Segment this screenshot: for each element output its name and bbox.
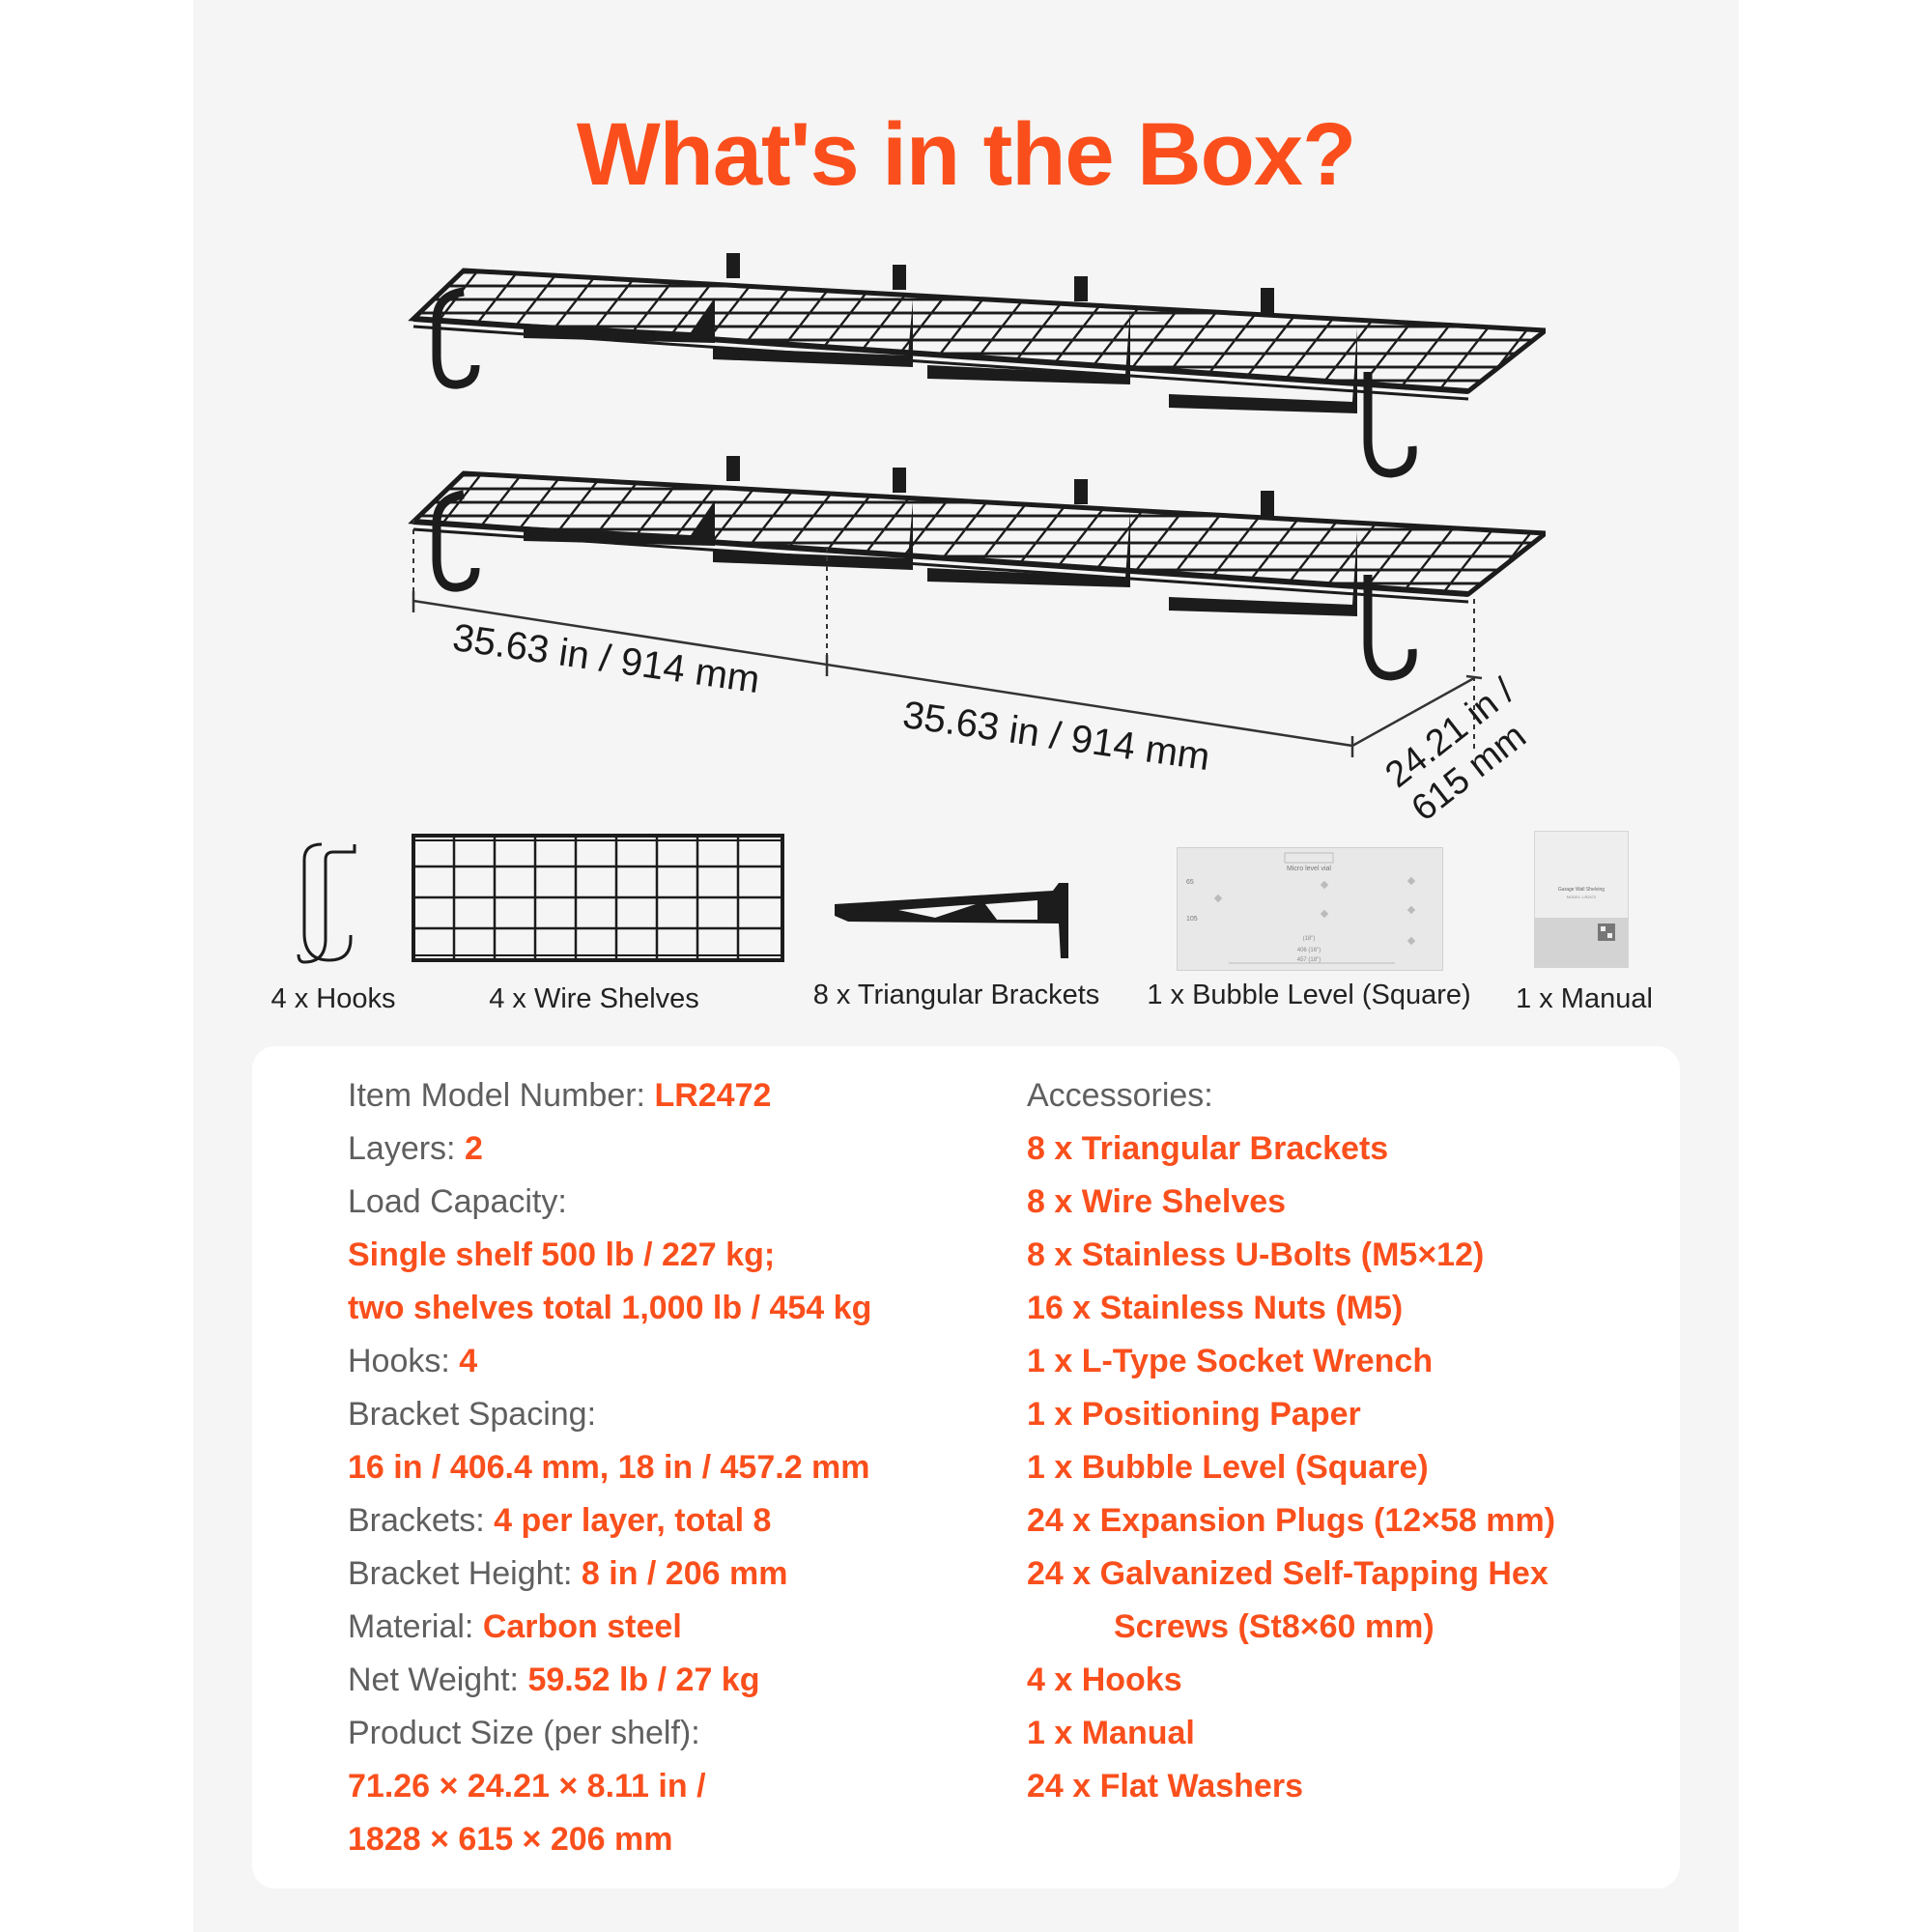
wire-shelf-icon bbox=[411, 833, 785, 963]
accessory-item: 24 x Galvanized Self-Tapping Hex bbox=[1027, 1555, 1548, 1592]
spec-spacing-value-row bbox=[348, 1441, 870, 1494]
spec-height-label: Bracket Height: bbox=[348, 1555, 582, 1592]
item-caption-wire-shelves: 4 x Wire Shelves bbox=[489, 983, 699, 1014]
spec-size-value-1-row bbox=[348, 1760, 706, 1813]
spec-brackets-label: Brackets: bbox=[348, 1502, 495, 1539]
accessory-item: 24 x Expansion Plugs (12×58 mm) bbox=[1027, 1502, 1556, 1539]
spec-size-label: Product Size (per shelf): bbox=[348, 1715, 700, 1751]
upper-shelf bbox=[413, 253, 1546, 473]
paper-side-b: 105 bbox=[1186, 916, 1198, 923]
spec-hooks-value: 4 bbox=[459, 1343, 478, 1379]
spec-model-label: Item Model Number: bbox=[348, 1077, 655, 1114]
spec-spacing-label: Bracket Spacing: bbox=[348, 1396, 597, 1433]
accessory-item: 1 x Positioning Paper bbox=[1027, 1396, 1361, 1433]
spec-layers-row bbox=[348, 1122, 483, 1176]
spec-load-value-line2: two shelves total 1,000 lb / 454 kg bbox=[348, 1290, 872, 1326]
spec-hooks-row bbox=[348, 1335, 477, 1388]
accessory-item: 24 x Flat Washers bbox=[1027, 1768, 1303, 1804]
item-caption-brackets: 8 x Triangular Brackets bbox=[812, 980, 1100, 1010]
spec-model-row bbox=[348, 1069, 771, 1122]
spec-size-value-2-row bbox=[348, 1813, 673, 1866]
spec-material-value: Carbon steel bbox=[482, 1608, 682, 1645]
shelf-product-illustration bbox=[386, 232, 1546, 773]
accessory-item: 1 x Bubble Level (Square) bbox=[1027, 1449, 1429, 1486]
dimension-label-left: 35.63 in / 914 mm bbox=[449, 616, 763, 702]
accessory-item: 8 x Triangular Brackets bbox=[1027, 1130, 1389, 1167]
spec-load-value-line1: Single shelf 500 lb / 227 kg; bbox=[348, 1236, 776, 1273]
accessories-heading bbox=[1027, 1069, 1213, 1122]
spec-spacing-row bbox=[348, 1388, 596, 1441]
spec-material-row bbox=[348, 1601, 682, 1654]
spec-load-value-1 bbox=[348, 1229, 775, 1282]
spec-load-row bbox=[348, 1176, 567, 1229]
dimension-label-depth: 24.21 in / 615 mm bbox=[1378, 670, 1534, 830]
spec-height-row bbox=[348, 1548, 787, 1601]
accessories-label: Accessories: bbox=[1027, 1077, 1213, 1114]
item-caption-bubble-level: 1 x Bubble Level (Square) bbox=[1147, 980, 1471, 1010]
spec-size-value-line2: 1828 × 615 × 206 mm bbox=[348, 1821, 673, 1858]
dimension-label-right: 35.63 in / 914 mm bbox=[899, 694, 1213, 780]
item-caption-manual: 1 x Manual bbox=[1516, 983, 1653, 1014]
triangular-bracket-icon bbox=[831, 879, 1072, 961]
spec-size-row bbox=[348, 1707, 700, 1760]
accessory-item: 4 x Hooks bbox=[1027, 1662, 1182, 1698]
manual-icon bbox=[1534, 831, 1629, 968]
manual-title: Garage Wall Shelving bbox=[1557, 887, 1605, 893]
positioning-paper-icon bbox=[1177, 847, 1443, 971]
spec-model-value: LR2472 bbox=[654, 1077, 772, 1114]
item-caption-hooks: 4 x Hooks bbox=[270, 983, 396, 1014]
spec-weight-label: Net Weight: bbox=[348, 1662, 528, 1698]
spec-size-value-line1: 71.26 × 24.21 × 8.11 in / bbox=[348, 1768, 706, 1804]
spec-weight-value: 59.52 lb / 27 kg bbox=[527, 1662, 760, 1698]
spec-spacing-value: 16 in / 406.4 mm, 18 in / 457.2 mm bbox=[348, 1449, 870, 1486]
accessory-item: 1 x Manual bbox=[1027, 1715, 1195, 1751]
spec-height-value: 8 in / 206 mm bbox=[581, 1555, 788, 1592]
paper-mark-406: 406 (16") bbox=[1296, 948, 1321, 953]
spec-load-value-2 bbox=[348, 1282, 871, 1335]
spec-brackets-value: 4 per layer, total 8 bbox=[494, 1502, 772, 1539]
page-title: What's in the Box? bbox=[576, 105, 1356, 204]
accessory-item-continued: Screws (St8×60 mm) bbox=[1114, 1608, 1435, 1645]
hook-icon bbox=[295, 838, 362, 969]
spec-load-label: Load Capacity: bbox=[348, 1183, 567, 1220]
spec-material-label: Material: bbox=[348, 1608, 483, 1645]
accessory-item: 8 x Stainless U-Bolts (M5×12) bbox=[1027, 1236, 1485, 1273]
spec-brackets-row bbox=[348, 1494, 771, 1548]
paper-side-a: 65 bbox=[1186, 879, 1194, 886]
manual-model: MODEL: LR2472 bbox=[1566, 895, 1597, 899]
paper-mark-18: (18") bbox=[1302, 936, 1316, 942]
accessory-item: 1 x L-Type Socket Wrench bbox=[1027, 1343, 1434, 1379]
spec-hooks-label: Hooks: bbox=[348, 1343, 460, 1379]
spec-layers-label: Layers: bbox=[348, 1130, 465, 1167]
paper-header: Micro level vial bbox=[1287, 866, 1331, 872]
accessory-item: 16 x Stainless Nuts (M5) bbox=[1027, 1290, 1404, 1326]
accessory-item: 8 x Wire Shelves bbox=[1027, 1183, 1287, 1220]
spec-layers-value: 2 bbox=[464, 1130, 483, 1167]
paper-mark-457: 457 (18") bbox=[1296, 957, 1321, 963]
spec-weight-row bbox=[348, 1654, 759, 1707]
